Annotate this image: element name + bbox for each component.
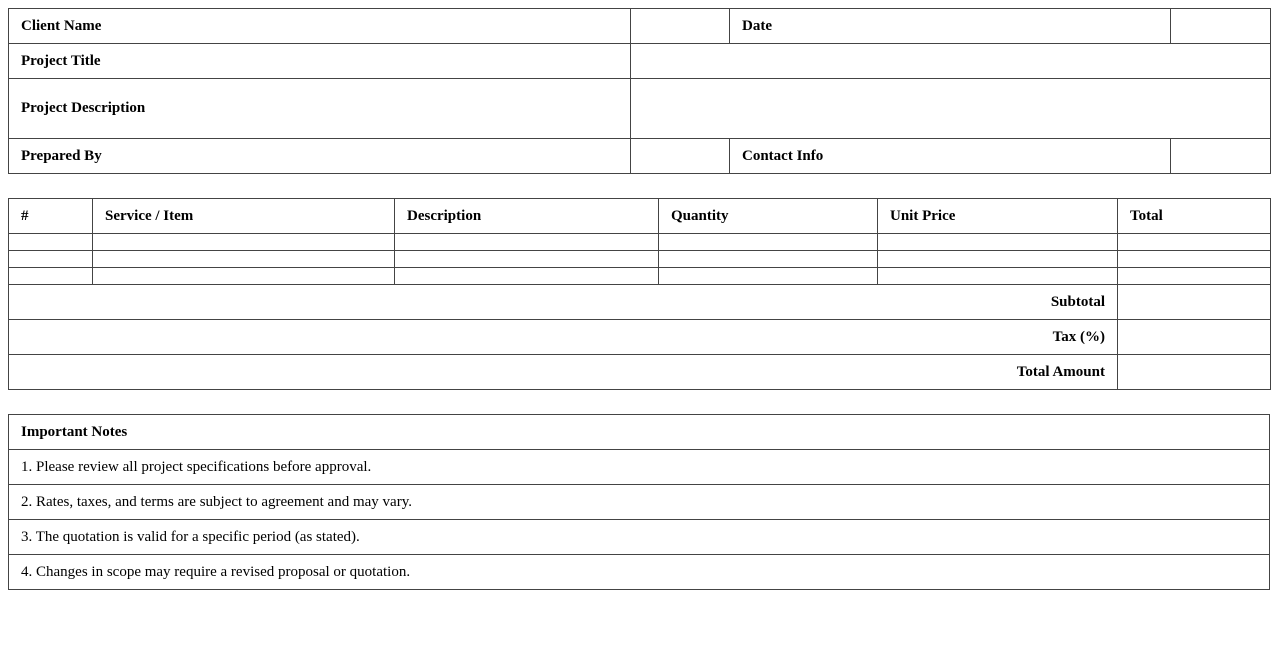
notes-title: Important Notes <box>9 415 1270 450</box>
project-description-row <box>9 79 1271 139</box>
note-item-4: 4. Changes in scope may require a revised proposal or quotation. <box>9 555 1270 590</box>
table-row <box>9 234 1271 251</box>
contact-info-value[interactable] <box>1171 139 1271 174</box>
tax-label: Tax (%) <box>9 320 1118 355</box>
table-cell[interactable] <box>9 268 93 285</box>
prepared-contact-row <box>9 139 1271 174</box>
table-cell[interactable] <box>395 268 659 285</box>
table-cell[interactable] <box>93 251 395 268</box>
column-header-unit-price: Unit Price <box>878 199 1118 234</box>
tax-row <box>9 320 1271 355</box>
table-cell[interactable] <box>878 251 1118 268</box>
list-item <box>9 450 1270 485</box>
project-description-label: Project Description <box>9 79 631 139</box>
prepared-by-value[interactable] <box>631 139 730 174</box>
table-cell[interactable] <box>9 251 93 268</box>
date-value[interactable] <box>1171 9 1271 44</box>
project-title-label: Project Title <box>9 44 631 79</box>
project-title-row <box>9 44 1271 79</box>
total-amount-label: Total Amount <box>9 355 1118 390</box>
table-row <box>9 268 1271 285</box>
client-name-label: Client Name <box>9 9 631 44</box>
table-cell[interactable] <box>659 268 878 285</box>
client-name-value[interactable] <box>631 9 730 44</box>
table-cell[interactable] <box>878 268 1118 285</box>
note-item-1: 1. Please review all project specifications before approval. <box>9 450 1270 485</box>
project-info-table <box>8 8 1271 174</box>
column-header-description: Description <box>395 199 659 234</box>
table-cell[interactable] <box>1118 251 1271 268</box>
table-cell[interactable] <box>395 251 659 268</box>
subtotal-row <box>9 285 1271 320</box>
total-amount-value[interactable] <box>1118 355 1271 390</box>
tax-value[interactable] <box>1118 320 1271 355</box>
client-date-row <box>9 9 1271 44</box>
subtotal-value[interactable] <box>1118 285 1271 320</box>
column-header-total: Total <box>1118 199 1271 234</box>
table-cell[interactable] <box>93 234 395 251</box>
column-header-quantity: Quantity <box>659 199 878 234</box>
prepared-by-label: Prepared By <box>9 139 631 174</box>
list-item <box>9 485 1270 520</box>
note-item-2: 2. Rates, taxes, and terms are subject to agreement and may vary. <box>9 485 1270 520</box>
date-label: Date <box>730 9 1171 44</box>
list-item <box>9 555 1270 590</box>
table-cell[interactable] <box>93 268 395 285</box>
important-notes-table <box>8 414 1270 590</box>
table-row <box>9 251 1271 268</box>
table-cell[interactable] <box>395 234 659 251</box>
table-cell[interactable] <box>9 234 93 251</box>
subtotal-label: Subtotal <box>9 285 1118 320</box>
items-header-row <box>9 199 1271 234</box>
table-cell[interactable] <box>1118 268 1271 285</box>
table-cell[interactable] <box>659 251 878 268</box>
table-cell[interactable] <box>659 234 878 251</box>
total-amount-row <box>9 355 1271 390</box>
column-header-number: # <box>9 199 93 234</box>
table-cell[interactable] <box>1118 234 1271 251</box>
contact-info-label: Contact Info <box>730 139 1171 174</box>
note-item-3: 3. The quotation is valid for a specific period (as stated). <box>9 520 1270 555</box>
items-table <box>8 198 1271 390</box>
notes-title-row <box>9 415 1270 450</box>
column-header-service-item: Service / Item <box>93 199 395 234</box>
project-description-value[interactable] <box>631 79 1271 139</box>
list-item <box>9 520 1270 555</box>
project-title-value[interactable] <box>631 44 1271 79</box>
table-cell[interactable] <box>878 234 1118 251</box>
